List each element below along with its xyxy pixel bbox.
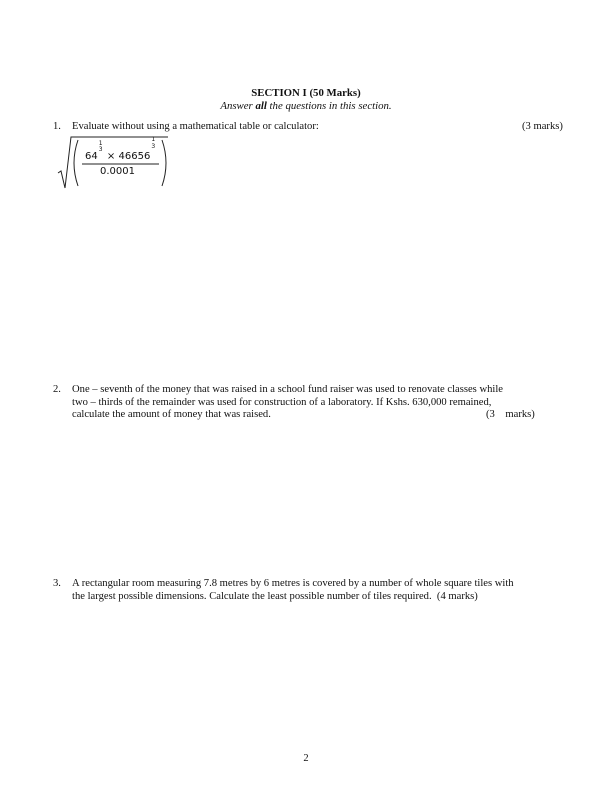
section-instruction	[0, 100, 612, 112]
question-number: 3.	[53, 578, 61, 589]
math-expression	[56, 133, 176, 191]
question-text	[72, 578, 567, 603]
base-46656: 46656	[118, 151, 151, 162]
text-line: two – thirds of the remainder was used for construction of a laboratory. If Kshs. 630,000 remained,	[72, 396, 492, 408]
radical-sign	[56, 133, 176, 191]
instruction-text: the questions in this section.	[266, 100, 392, 112]
question-marks: (3 marks)	[486, 409, 535, 420]
times-sign: ×	[106, 151, 116, 162]
numerator	[85, 136, 156, 162]
text-line: the largest possible dimensions. Calculate the least possible number of tiles required.	[72, 590, 432, 602]
question-number: 2.	[53, 384, 61, 395]
page-number: 2	[303, 753, 309, 764]
question-marks: (3 marks)	[522, 121, 563, 132]
exp-den: 3	[151, 143, 156, 150]
text-line: A rectangular room measuring 7.8 metres by 6 metres is covered by a number of whole square tiles with	[72, 578, 514, 589]
question-number: 1.	[53, 121, 61, 132]
text-line: calculate the amount of money that was raised.	[72, 409, 271, 420]
section-title: SECTION I (50 Marks)	[251, 87, 361, 99]
exponent-2	[150, 136, 156, 159]
exp-num: 1	[151, 136, 156, 143]
question-marks: (4 marks)	[436, 590, 478, 602]
instruction-text: Answer	[220, 100, 256, 112]
text-line: One – seventh of the money that was raised in a school fund raiser was used to renovate classes while	[72, 384, 503, 395]
exp-den: 3	[98, 146, 103, 153]
instruction-emphasis: all	[255, 100, 267, 112]
denominator: 0.0001	[100, 166, 135, 177]
exp-num: 1	[98, 140, 103, 147]
base-64: 64	[85, 151, 98, 162]
question-text: Evaluate without using a mathematical table or calculator:	[72, 121, 319, 132]
left-paren	[74, 140, 78, 186]
exponent-1	[98, 140, 104, 159]
right-paren	[162, 140, 166, 186]
